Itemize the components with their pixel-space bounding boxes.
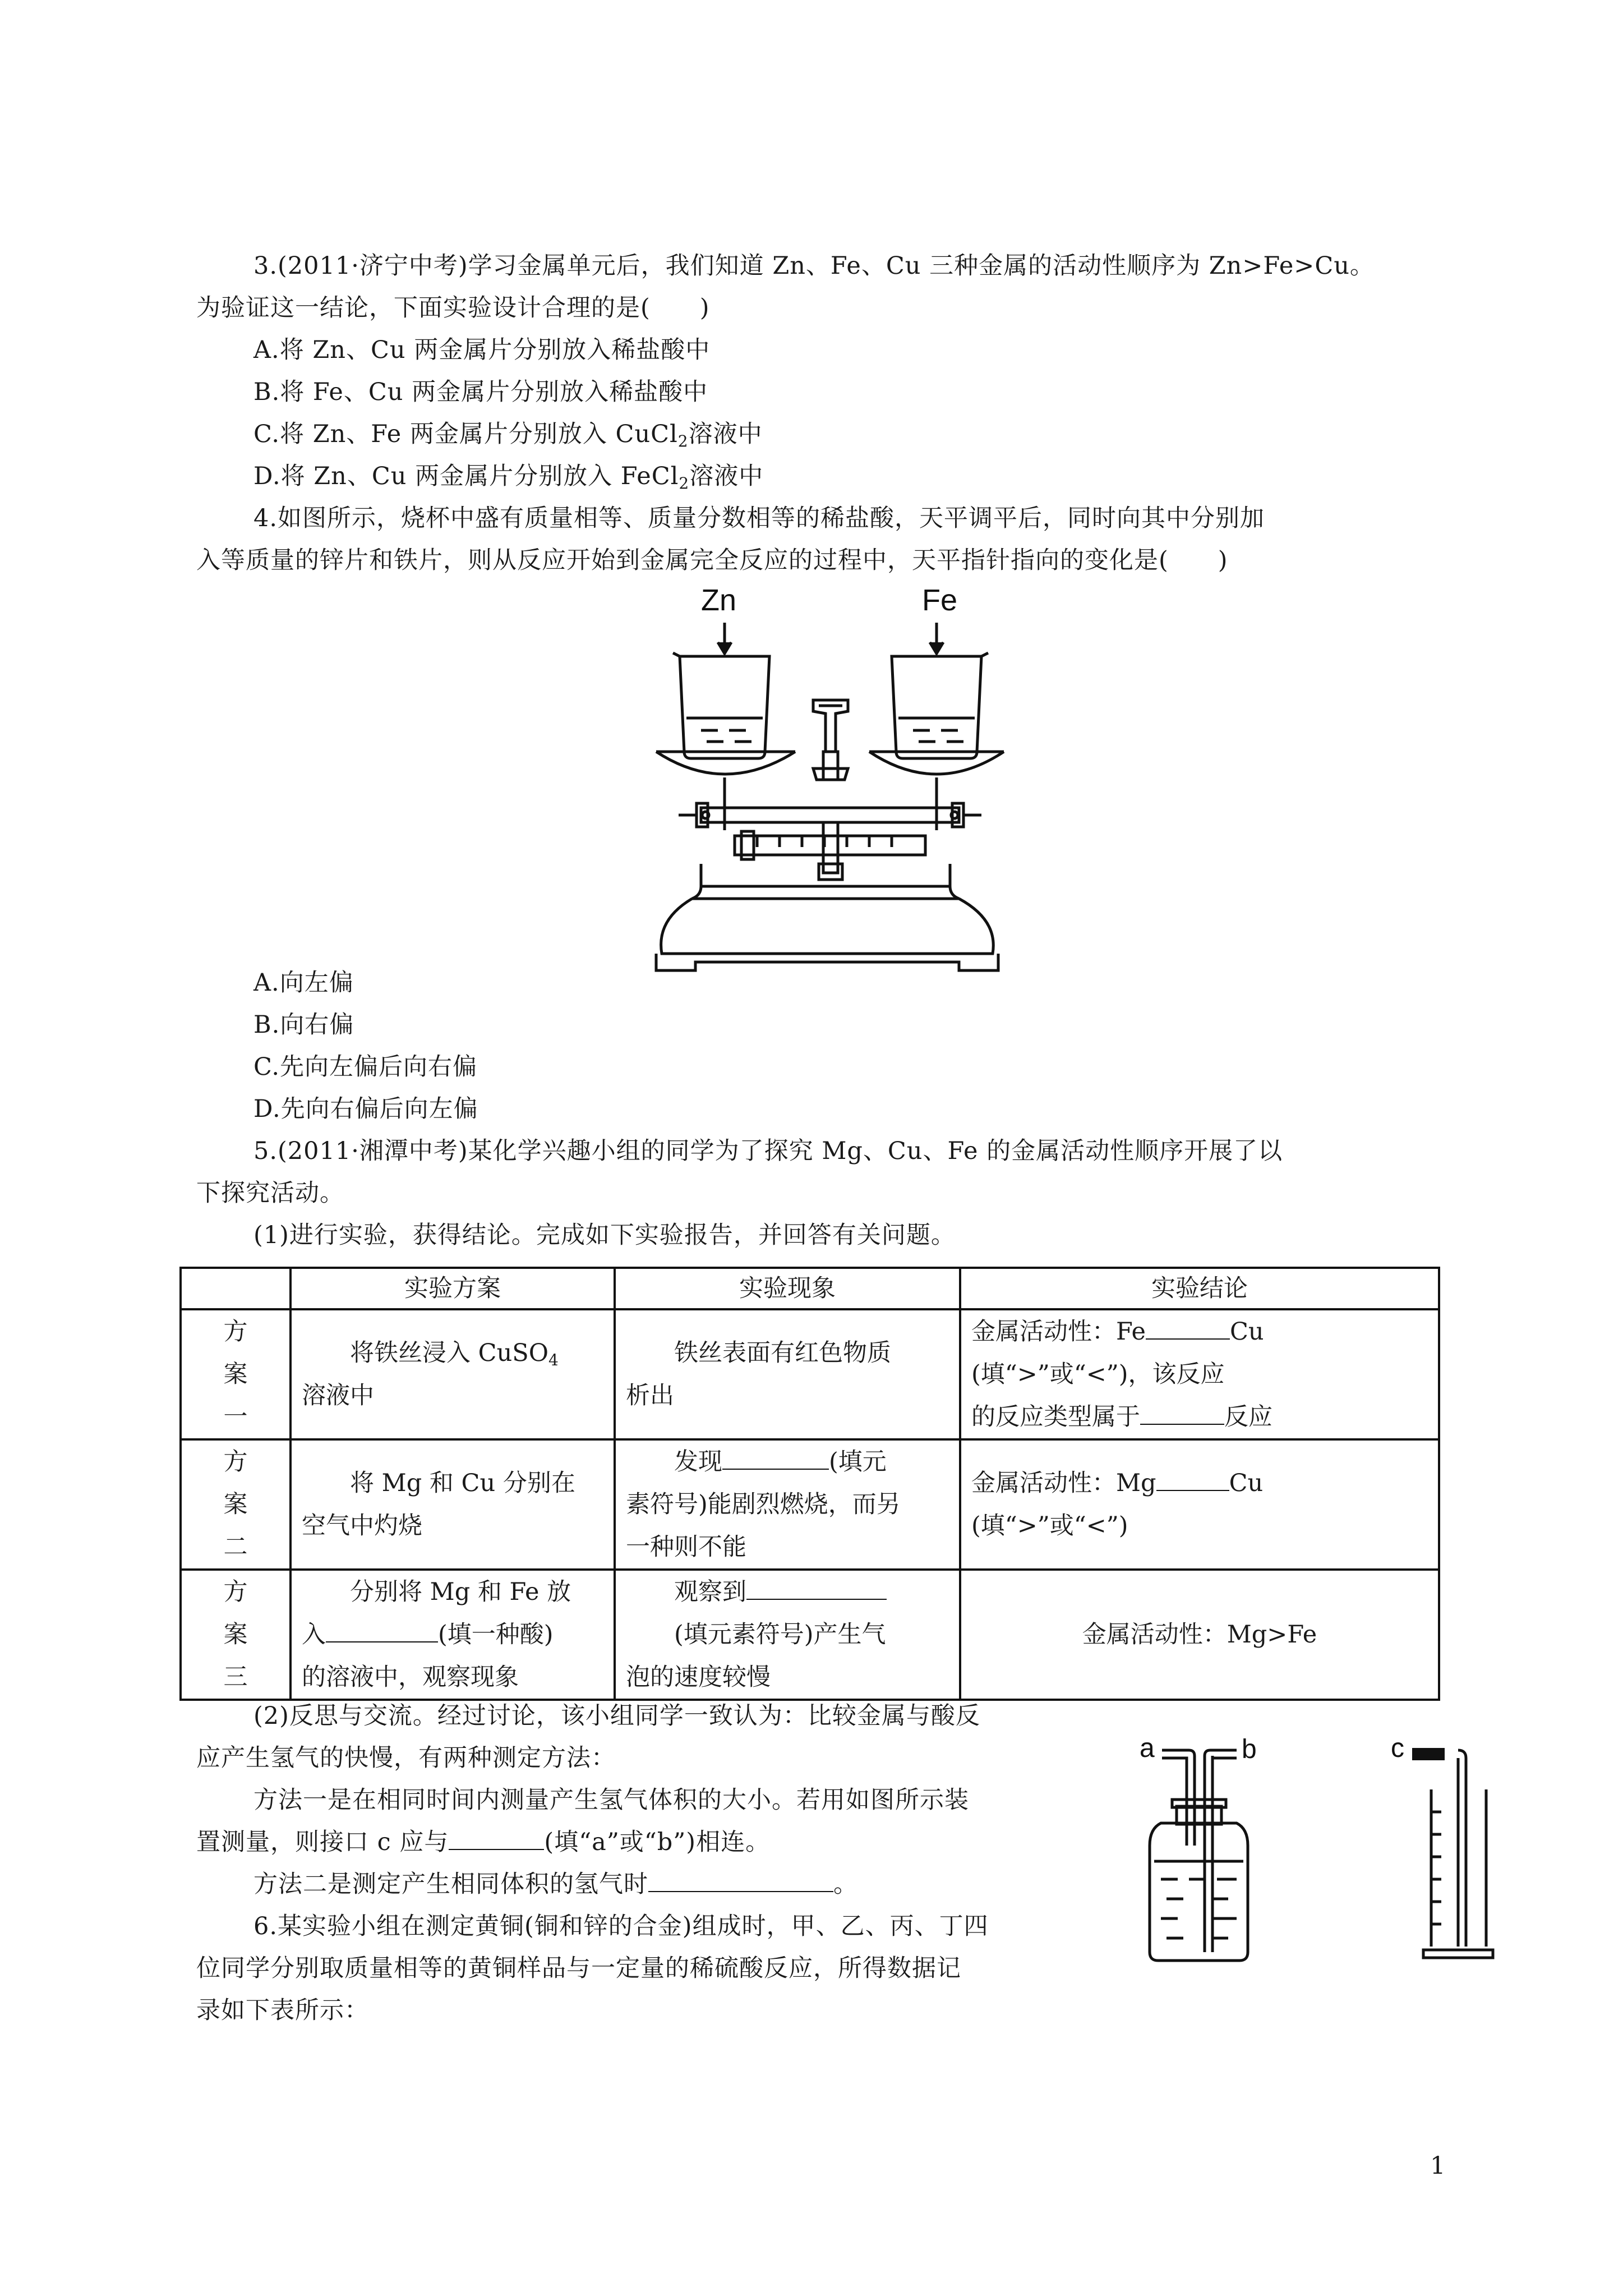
port-c-label: c xyxy=(1391,1733,1404,1763)
q5-stem-line1: 5.(2011·湘潭中考)某化学兴趣小组的同学为了探究 Mg、Cu、Fe 的金属活动性顺序开展了以 xyxy=(253,1137,1283,1165)
phenomenon-cell: 铁丝表面有红色物质 析出 xyxy=(615,1309,960,1439)
q3-stem-line2: 为验证这一结论，下面实验设计合理的是( ) xyxy=(196,294,710,322)
table-header-row xyxy=(181,1268,1439,1309)
q5-method1-line2: 置测量，则接口 c 应与 (填“a”或“b”)相连。 xyxy=(196,1826,770,1858)
q6-stem-line2: 位同学分别取质量相等的黄铜样品与一定量的稀硫酸反应，所得数据记 xyxy=(196,1954,961,1982)
q5-part2-line1: (2)反思与交流。经过讨论，该小组同学一致认为：比较金属与酸反 xyxy=(253,1702,980,1730)
answer-blank[interactable] xyxy=(1140,1401,1224,1425)
conclusion-cell: 金属活动性：Mg Cu (填“>”或“<”) xyxy=(960,1439,1439,1570)
plan-label: 方 案 一 xyxy=(181,1309,291,1439)
zinc-label: Zn xyxy=(701,583,737,617)
phenomenon-cell: 观察到 (填元素符号)产生气 泡的速度较慢 xyxy=(615,1570,960,1700)
q4-option-d: D.先向右偏后向左偏 xyxy=(253,1095,478,1123)
q5-method2: 方法二是测定产生相同体积的氢气时 。 xyxy=(253,1868,858,1901)
q3-option-a: A.将 Zn、Cu 两金属片分别放入稀盐酸中 xyxy=(253,336,711,364)
plan-label: 方 案 二 xyxy=(181,1439,291,1570)
plan-cell: 分别将 Mg 和 Fe 放 入 (填一种酸) 的溶液中，观察现象 xyxy=(291,1570,615,1700)
answer-blank[interactable] xyxy=(326,1619,438,1642)
q3-stem-line1: 3.(2011·济宁中考)学习金属单元后，我们知道 Zn、Fe、Cu 三种金属的活动性顺序为 Zn>Fe>Cu。 xyxy=(253,252,1375,280)
iron-label: Fe xyxy=(922,583,958,617)
table-header: 实验现象 xyxy=(615,1268,960,1309)
balance-figure xyxy=(645,583,993,965)
table-row xyxy=(181,1570,1439,1700)
answer-blank[interactable] xyxy=(648,1869,833,1892)
q3-option-d: D.将 Zn、Cu 两金属片分别放入 FeCl$_2$溶液中 xyxy=(253,462,764,493)
port-a-label: a xyxy=(1140,1733,1155,1763)
table-row xyxy=(181,1439,1439,1570)
gas-apparatus-figure xyxy=(1127,1711,1497,1969)
table-header xyxy=(181,1268,291,1309)
q3-option-b: B.将 Fe、Cu 两金属片分别放入稀盐酸中 xyxy=(253,378,708,406)
conclusion-cell: 金属活动性：Mg>Fe xyxy=(960,1570,1439,1700)
phenomenon-cell: 发现 (填元 素符号)能剧烈燃烧，而另 一种则不能 xyxy=(615,1439,960,1570)
table-row xyxy=(181,1309,1439,1439)
table-header: 实验结论 xyxy=(960,1268,1439,1309)
plan-cell: 将 Mg 和 Cu 分别在 空气中灼烧 xyxy=(291,1439,615,1570)
q4-stem-line2: 入等质量的锌片和铁片，则从反应开始到金属完全反应的过程中，天平指针指向的变化是( ) xyxy=(196,546,1228,574)
q4-option-a: A.向左偏 xyxy=(253,969,354,997)
q6-stem-line3: 录如下表所示： xyxy=(196,1996,369,2024)
rubber-tube xyxy=(1412,1748,1445,1760)
q6-stem-line1: 6.某实验小组在测定黄铜(铜和锌的合金)组成时，甲、乙、丙、丁四 xyxy=(253,1912,989,1940)
plan-label: 方 案 三 xyxy=(181,1570,291,1700)
q5-part1: (1)进行实验，获得结论。完成如下实验报告，并回答有关问题。 xyxy=(253,1221,956,1249)
table-header: 实验方案 xyxy=(291,1268,615,1309)
q3-option-c: C.将 Zn、Fe 两金属片分别放入 CuCl$_2$溶液中 xyxy=(253,420,763,450)
experiment-table xyxy=(179,1267,1440,1701)
answer-blank[interactable] xyxy=(449,1826,544,1850)
q5-method1-line1: 方法一是在相同时间内测量产生氢气体积的大小。若用如图所示装 xyxy=(253,1786,969,1814)
q5-part2-line2: 应产生氢气的快慢，有两种测定方法： xyxy=(196,1744,616,1772)
answer-blank[interactable] xyxy=(1156,1467,1229,1491)
q4-stem-line1: 4.如图所示，烧杯中盛有质量相等、质量分数相等的稀盐酸，天平调平后，同时向其中分别加 xyxy=(253,504,1265,532)
q4-option-c: C.先向左偏后向右偏 xyxy=(253,1053,478,1081)
page-number: 1 xyxy=(1430,2152,1446,2180)
q5-stem-line2: 下探究活动。 xyxy=(196,1179,344,1207)
q4-option-b: B.向右偏 xyxy=(253,1011,354,1039)
answer-blank[interactable] xyxy=(1146,1316,1230,1340)
answer-blank[interactable] xyxy=(746,1576,887,1600)
answer-blank[interactable] xyxy=(722,1446,829,1470)
plan-cell: 将铁丝浸入 CuSO$_4$ 溶液中 xyxy=(291,1309,615,1439)
port-b-label: b xyxy=(1242,1734,1257,1764)
conclusion-cell: 金属活动性：Fe Cu (填“>”或“<”)，该反应 的反应类型属于 反应 xyxy=(960,1309,1439,1439)
